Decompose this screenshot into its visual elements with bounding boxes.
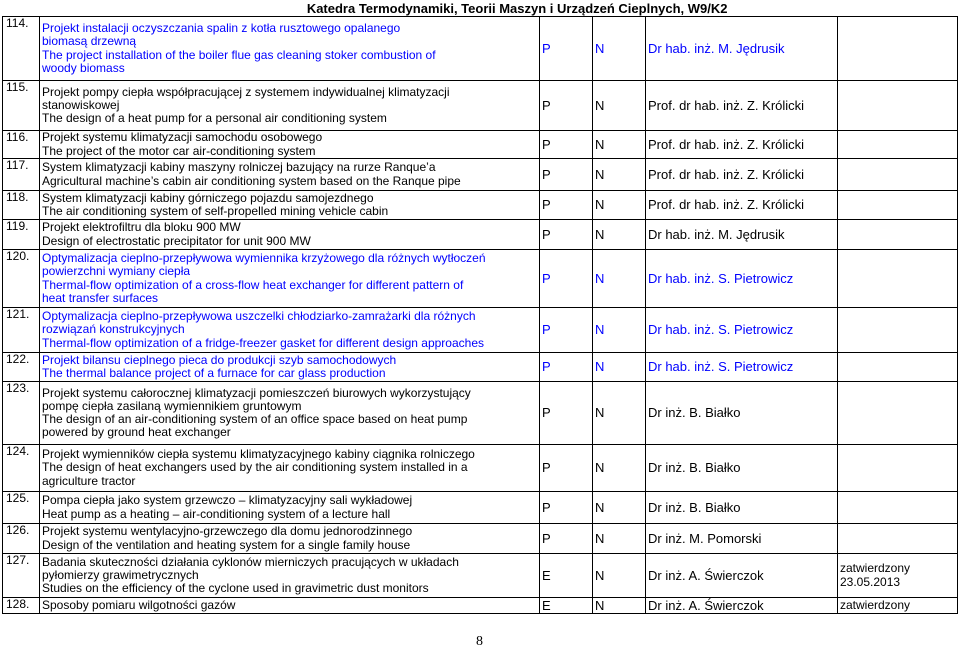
approval-note — [838, 492, 958, 524]
topic-language: N — [593, 353, 646, 382]
table-row — [3, 131, 958, 159]
topic-type: E — [540, 598, 593, 614]
row-number: 128. — [3, 598, 40, 614]
approval-note — [838, 353, 958, 382]
supervisor: Prof. dr hab. inż. Z. Królicki — [646, 81, 838, 131]
topic-title — [40, 191, 540, 220]
approval-note — [838, 220, 958, 250]
topic-title-line: pompę ciepła zasilaną wymiennikiem gruntowym — [42, 398, 302, 413]
approval-note — [838, 81, 958, 131]
table-row — [3, 524, 958, 554]
topic-type: P — [540, 81, 593, 131]
topic-type: P — [540, 524, 593, 554]
topic-title-line: Badania skuteczności działania cyklonów mierniczych pracujących w układach — [42, 554, 459, 569]
table-row — [3, 17, 958, 81]
approval-note — [838, 445, 958, 492]
topic-title-line: Projekt bilansu cieplnego pieca do produkcji szyb samochodowych — [42, 352, 397, 367]
topic-type: P — [540, 159, 593, 191]
table-row — [3, 382, 958, 445]
department-header-row — [3, 2, 958, 17]
topic-title-line: Projekt pompy ciepła współpracującej z systemem indywidualnej klimatyzacji — [42, 84, 450, 99]
row-number: 121. — [3, 308, 40, 353]
supervisor: Dr hab. inż. S. Pietrowicz — [646, 250, 838, 308]
topic-title-line: System klimatyzacji kabiny górniczego pojazdu samojezdnego — [42, 190, 374, 205]
supervisor: Dr hab. inż. M. Jędrusik — [646, 17, 838, 81]
topic-title-line: System klimatyzacji kabiny maszyny rolniczej bazujący na rurze Ranque’a — [42, 160, 436, 175]
topic-title — [40, 492, 540, 524]
supervisor: Dr inż. B. Białko — [646, 492, 838, 524]
row-number: 125. — [3, 492, 40, 524]
topic-title-line: Pompa ciepła jako system grzewczo – klimatyzacyjny sali wykładowej — [42, 493, 413, 508]
table-row — [3, 220, 958, 250]
topic-language: N — [593, 220, 646, 250]
topic-language: N — [593, 382, 646, 445]
topic-title-line: Studies on the efficiency of the cyclone used in gravimetric dust monitors — [42, 581, 429, 596]
topic-type: P — [540, 250, 593, 308]
topic-title-line: stanowiskowej — [42, 97, 120, 112]
table-row — [3, 81, 958, 131]
topic-title-line: powierzchni wymiany ciepła — [42, 264, 191, 279]
topic-title-line: Thermal-flow optimization of a fridge-freezer gasket for different design approaches — [42, 335, 485, 350]
table-row — [3, 250, 958, 308]
supervisor: Dr inż. B. Białko — [646, 445, 838, 492]
topic-language: N — [593, 17, 646, 81]
topic-title-line: Projekt systemu wentylacyjno-grzewczego dla domu jednorodzinnego — [42, 524, 413, 539]
topic-title — [40, 353, 540, 382]
topic-type: E — [540, 554, 593, 598]
table-row — [3, 191, 958, 220]
topic-type: P — [540, 353, 593, 382]
topic-title — [40, 250, 540, 308]
row-number: 122. — [3, 353, 40, 382]
row-number: 118. — [3, 191, 40, 220]
supervisor: Prof. dr hab. inż. Z. Królicki — [646, 131, 838, 159]
topic-title-line: Sposoby pomiaru wilgotności gazów — [42, 597, 236, 612]
topic-title — [40, 445, 540, 492]
topic-title — [40, 81, 540, 131]
approval-note — [838, 159, 958, 191]
supervisor: Dr inż. A. Świerczok — [646, 554, 838, 598]
topic-title-line: woody biomass — [42, 60, 125, 75]
supervisor: Prof. dr hab. inż. Z. Królicki — [646, 191, 838, 220]
table-row — [3, 554, 958, 598]
topic-title-line: Heat pump as a heating – air-conditioning system of a lecture hall — [42, 506, 391, 521]
row-number: 126. — [3, 524, 40, 554]
topic-language: N — [593, 191, 646, 220]
topic-type: P — [540, 382, 593, 445]
topic-title — [40, 524, 540, 554]
thesis-topics-table — [2, 2, 958, 614]
topic-title-line: agriculture tractor — [42, 473, 136, 488]
row-number: 123. — [3, 382, 40, 445]
topic-type: P — [540, 492, 593, 524]
topic-title-line: Design of the ventilation and heating system for a single family house — [42, 537, 411, 552]
topic-language: N — [593, 81, 646, 131]
topic-type: P — [540, 445, 593, 492]
topic-title-line: Agricultural machine’s cabin air conditioning system based on the Ranque pipe — [42, 173, 461, 188]
row-number: 116. — [3, 131, 40, 159]
topic-title-line: biomasą drzewną — [42, 34, 137, 49]
approval-note — [838, 250, 958, 308]
topic-title-line: The design of heat exchangers used by the air conditioning system installed in a — [42, 460, 468, 475]
topic-title — [40, 159, 540, 191]
table-row — [3, 445, 958, 492]
supervisor: Prof. dr hab. inż. Z. Królicki — [646, 159, 838, 191]
topic-language: N — [593, 492, 646, 524]
topic-title-line: The thermal balance project of a furnace for car glass production — [42, 366, 386, 380]
topic-language: N — [593, 308, 646, 353]
topic-title-line: Optymalizacja cieplno-przepływowa wymiennika krzyżowego dla różnych wytłoczeń — [42, 251, 486, 266]
row-number: 119. — [3, 220, 40, 250]
row-number: 114. — [3, 17, 40, 81]
supervisor: Dr inż. B. Białko — [646, 382, 838, 445]
topic-type: P — [540, 308, 593, 353]
approval-note: zatwierdzony 23.05.2013 — [838, 554, 958, 598]
department-title: Katedra Termodynamiki, Teorii Maszyn i Urządzeń Cieplnych, W9/K2 — [3, 2, 958, 17]
topic-title-line: Thermal-flow optimization of a cross-flow heat exchanger for different pattern of — [42, 277, 464, 292]
topic-title-line: The project installation of the boiler flue gas cleaning stoker combustion of — [42, 47, 436, 62]
topic-type: P — [540, 220, 593, 250]
topic-title-line: The design of a heat pump for a personal air conditioning system — [42, 111, 387, 126]
topic-title-line: powered by ground heat exchanger — [42, 425, 231, 440]
topic-language: N — [593, 131, 646, 159]
row-number: 115. — [3, 81, 40, 131]
table-row — [3, 353, 958, 382]
topic-language: N — [593, 524, 646, 554]
row-number: 117. — [3, 159, 40, 191]
row-number: 127. — [3, 554, 40, 598]
supervisor: Dr hab. inż. S. Pietrowicz — [646, 353, 838, 382]
approval-note — [838, 382, 958, 445]
topic-title — [40, 131, 540, 159]
approval-note — [838, 524, 958, 554]
page-number: 8 — [476, 634, 483, 649]
topic-title-line: heat transfer surfaces — [42, 290, 159, 305]
topic-language: N — [593, 250, 646, 308]
topic-title-line: Optymalizacja cieplno-przepływowa uszczelki chłodziarko-zamrażarki dla różnych — [42, 309, 476, 324]
table-row — [3, 159, 958, 191]
topic-title-line: Projekt instalacji oczyszczania spalin z kotła rusztowego opalanego — [42, 21, 401, 36]
topic-title — [40, 598, 540, 614]
topic-language: N — [593, 554, 646, 598]
topic-title-line: Projekt systemu klimatyzacji samochodu osobowego — [42, 130, 323, 145]
topic-title-line: rozwiązań konstrukcyjnych — [42, 322, 185, 337]
topic-type: P — [540, 191, 593, 220]
table-row — [3, 492, 958, 524]
approval-note — [838, 308, 958, 353]
topic-type: P — [540, 17, 593, 81]
table-row — [3, 598, 958, 614]
row-number: 124. — [3, 445, 40, 492]
topic-title-line: The design of an air-conditioning system of an office space based on heat pump — [42, 412, 468, 426]
row-number: 120. — [3, 250, 40, 308]
topic-title — [40, 554, 540, 598]
topic-type: P — [540, 131, 593, 159]
topic-title — [40, 382, 540, 445]
topic-title-line: Design of electrostatic precipitator for unit 900 MW — [42, 233, 311, 248]
approval-note — [838, 131, 958, 159]
topic-title-line: Projekt systemu całorocznej klimatyzacji pomieszczeń biurowych wykorzystujący — [42, 385, 471, 400]
topic-title-line: Projekt wymienników ciepła systemu klimatyzacyjnego kabiny ciągnika rolniczego — [42, 447, 475, 462]
supervisor: Dr hab. inż. M. Jędrusik — [646, 220, 838, 250]
table-row — [3, 308, 958, 353]
topic-language: N — [593, 159, 646, 191]
approval-note: zatwierdzony — [838, 598, 958, 614]
topic-language: N — [593, 598, 646, 614]
approval-note — [838, 17, 958, 81]
topic-title-line: Projekt elektrofiltru dla bloku 900 MW — [42, 220, 241, 235]
approval-note — [838, 191, 958, 220]
topic-language: N — [593, 445, 646, 492]
supervisor: Dr inż. M. Pomorski — [646, 524, 838, 554]
topic-title — [40, 17, 540, 81]
topic-title-line: pyłomierzy grawimetrycznych — [42, 567, 199, 582]
supervisor: Dr hab. inż. S. Pietrowicz — [646, 308, 838, 353]
topic-title-line: The project of the motor car air-conditioning system — [42, 143, 316, 158]
topic-title-line: The air conditioning system of self-propelled mining vehicle cabin — [42, 204, 389, 218]
topic-title — [40, 308, 540, 353]
supervisor: Dr inż. A. Świerczok — [646, 598, 838, 614]
topic-title — [40, 220, 540, 250]
